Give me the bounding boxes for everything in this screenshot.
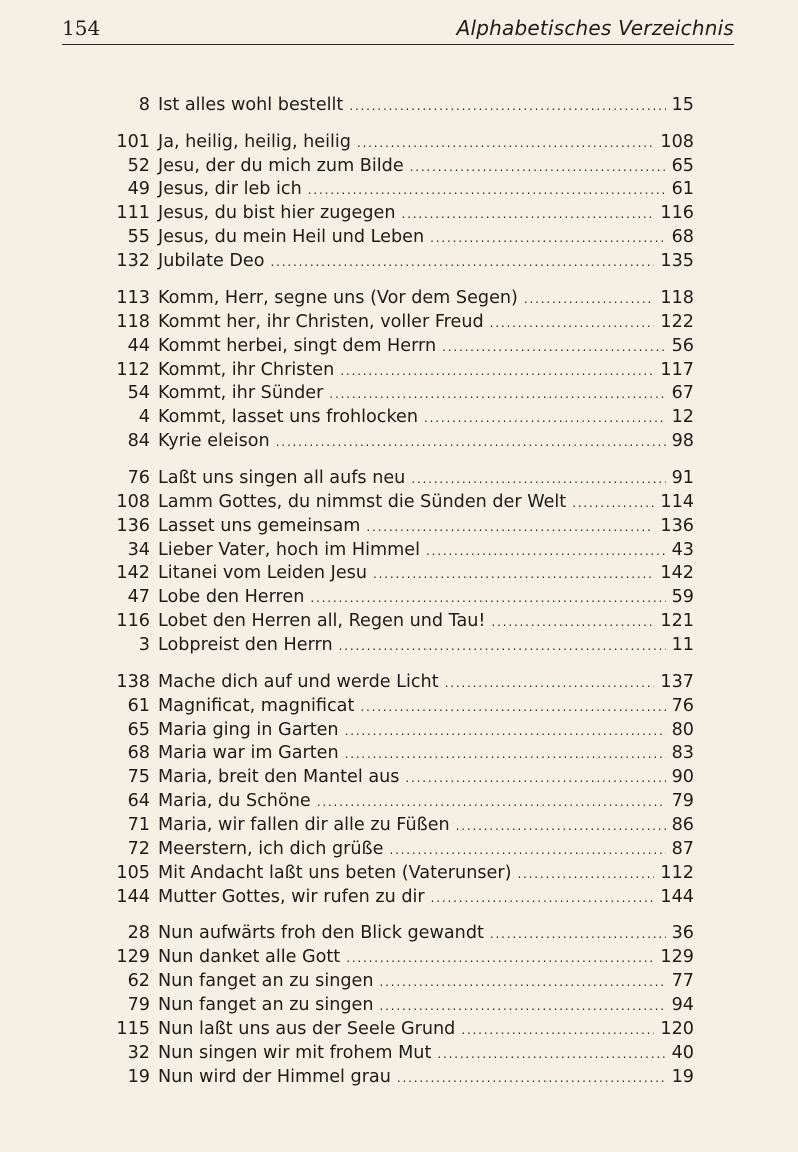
index-entry — [0, 1066, 798, 1090]
dot-leader — [345, 743, 666, 767]
entry-line — [158, 562, 694, 587]
song-title: Lasset uns gemeinsam — [158, 515, 361, 536]
entry-line — [158, 1066, 694, 1091]
entry-line — [158, 382, 694, 407]
song-number: 129 — [116, 947, 150, 968]
dot-leader — [349, 95, 665, 119]
index-entry — [0, 814, 798, 838]
index-entry — [0, 515, 798, 539]
index-entry — [0, 155, 798, 179]
page-reference: 144 — [660, 886, 694, 907]
page-reference: 76 — [671, 695, 694, 716]
song-title: Lobpreist den Herrn — [158, 635, 333, 656]
index-letter-group — [0, 287, 798, 454]
dot-leader — [345, 720, 666, 744]
index-entry — [0, 430, 798, 454]
index-entry — [0, 202, 798, 226]
entry-line — [158, 994, 694, 1019]
index-entry — [0, 586, 798, 610]
song-title: Jesus, du bist hier zugegen — [158, 203, 396, 224]
song-title: Lamm Gottes, du nimmst die Sünden der Welt — [158, 491, 567, 512]
page-reference: 79 — [671, 791, 694, 812]
page-reference: 59 — [671, 587, 694, 608]
entry-line — [158, 94, 694, 119]
index-entry — [0, 287, 798, 311]
song-title: Maria, wir fallen dir alle zu Füßen — [158, 815, 450, 836]
index-entry — [0, 178, 798, 202]
song-number: 54 — [127, 383, 150, 404]
entry-line — [158, 742, 694, 767]
index-letter-group — [0, 671, 798, 910]
index-entry — [0, 226, 798, 250]
index-entry — [0, 766, 798, 790]
page-reference: 117 — [660, 359, 694, 380]
song-title: Nun fanget an zu singen — [158, 971, 374, 992]
song-number: 68 — [127, 743, 150, 764]
page-reference: 56 — [671, 335, 694, 356]
page-reference: 129 — [660, 947, 694, 968]
song-title: Jesus, dir leb ich — [158, 179, 302, 200]
dot-leader — [524, 288, 654, 312]
page-reference: 65 — [671, 155, 694, 176]
entry-line — [158, 838, 694, 863]
dot-leader — [437, 1043, 665, 1067]
entry-line — [158, 430, 694, 455]
song-title: Mache dich auf und werde Licht — [158, 671, 439, 692]
song-title: Lobe den Herren — [158, 587, 305, 608]
dot-leader — [442, 336, 666, 360]
dot-leader — [317, 791, 666, 815]
song-number: 49 — [127, 179, 150, 200]
entry-line — [158, 335, 694, 360]
dot-leader — [389, 839, 665, 863]
page-reference: 136 — [660, 515, 694, 536]
index-letter-group — [0, 131, 798, 274]
song-number: 71 — [127, 815, 150, 836]
dot-leader — [373, 563, 654, 587]
entry-line — [158, 586, 694, 611]
entry-line — [158, 970, 694, 995]
song-title: Nun singen wir mit frohem Mut — [158, 1042, 432, 1063]
index-letter-group — [0, 467, 798, 658]
song-title: Laßt uns singen all aufs neu — [158, 467, 406, 488]
index-entry — [0, 838, 798, 862]
dot-leader — [445, 672, 655, 696]
dot-leader — [397, 1067, 666, 1091]
song-title: Jesu, der du mich zum Bilde — [158, 155, 404, 176]
entry-line — [158, 862, 694, 887]
song-number: 32 — [127, 1042, 150, 1063]
entry-line — [158, 922, 694, 947]
dot-leader — [308, 179, 666, 203]
index-entry — [0, 886, 798, 910]
page-reference: 86 — [671, 815, 694, 836]
song-title: Meerstern, ich dich grüße — [158, 839, 384, 860]
dot-leader — [491, 611, 654, 635]
entry-line — [158, 202, 694, 227]
song-title: Komm, Herr, segne uns (Vor dem Segen) — [158, 287, 518, 308]
page-reference: 43 — [671, 539, 694, 560]
song-title: Nun aufwärts froh den Blick gewandt — [158, 923, 484, 944]
song-title: Nun fanget an zu singen — [158, 995, 374, 1016]
song-number: 52 — [127, 155, 150, 176]
page-reference: 142 — [660, 563, 694, 584]
song-number: 65 — [127, 719, 150, 740]
page-reference: 90 — [671, 767, 694, 788]
song-title: Ist alles wohl bestellt — [158, 95, 344, 115]
index-entry — [0, 1018, 798, 1042]
entry-line — [158, 671, 694, 696]
index-entry — [0, 491, 798, 515]
entry-line — [158, 287, 694, 312]
index-entry — [0, 719, 798, 743]
entry-line — [158, 1018, 694, 1043]
entry-line — [158, 515, 694, 540]
song-number: 132 — [116, 251, 150, 272]
dot-leader — [517, 863, 654, 887]
page-reference: 83 — [671, 743, 694, 764]
entry-line — [158, 226, 694, 251]
index-entry — [0, 1042, 798, 1066]
dot-leader — [329, 383, 665, 407]
song-title: Lobet den Herren all, Regen und Tau! — [158, 611, 486, 632]
dot-leader — [461, 1019, 654, 1043]
page-reference: 67 — [671, 383, 694, 404]
song-number: 3 — [138, 635, 150, 656]
page-reference: 91 — [671, 467, 694, 488]
entry-line — [158, 406, 694, 431]
entry-line — [158, 1042, 694, 1067]
song-number: 111 — [116, 203, 150, 224]
song-number: 115 — [116, 1019, 150, 1040]
index-entry — [0, 359, 798, 383]
song-number: 61 — [127, 695, 150, 716]
page-reference: 80 — [671, 719, 694, 740]
index-entry — [0, 131, 798, 155]
song-title: Lieber Vater, hoch im Himmel — [158, 539, 420, 560]
entry-line — [158, 491, 694, 516]
index-entry — [0, 970, 798, 994]
song-number: 113 — [116, 287, 150, 308]
index-letter-group — [0, 922, 798, 1089]
index-entry — [0, 862, 798, 886]
dot-leader — [357, 132, 654, 156]
song-title: Kommt, lasset uns frohlocken — [158, 407, 418, 428]
page-reference: 19 — [671, 1066, 694, 1087]
entry-line — [158, 790, 694, 815]
dot-leader — [430, 227, 665, 251]
index-entry — [0, 562, 798, 586]
dot-leader — [340, 360, 654, 384]
song-number: 142 — [116, 563, 150, 584]
dot-leader — [276, 431, 666, 455]
page-reference: 15 — [671, 95, 694, 115]
page-reference: 108 — [660, 131, 694, 152]
index-entry — [0, 946, 798, 970]
song-title: Kommt, ihr Christen — [158, 359, 335, 380]
page-reference: 11 — [671, 635, 694, 656]
page-reference: 114 — [660, 491, 694, 512]
song-title: Kommt, ihr Sünder — [158, 383, 324, 404]
page-reference: 40 — [671, 1042, 694, 1063]
dot-leader — [380, 995, 666, 1019]
page-number: 154 — [62, 16, 101, 40]
page-reference: 112 — [660, 862, 694, 883]
song-number: 105 — [116, 862, 150, 883]
song-number: 28 — [127, 923, 150, 944]
dot-leader — [339, 635, 666, 659]
entry-line — [158, 946, 694, 971]
song-title: Magnificat, magnificat — [158, 695, 355, 716]
index-entry — [0, 742, 798, 766]
song-title: Ja, heilig, heilig, heilig — [158, 131, 351, 152]
dot-leader — [366, 516, 654, 540]
song-number: 34 — [127, 539, 150, 560]
entry-line — [158, 634, 694, 659]
page-header — [62, 14, 734, 45]
dot-leader — [426, 540, 666, 564]
page-reference: 68 — [671, 227, 694, 248]
song-number: 44 — [127, 335, 150, 356]
running-title: Alphabetisches Verzeichnis — [456, 16, 734, 40]
song-number: 8 — [138, 95, 150, 115]
dot-leader — [346, 947, 654, 971]
dot-leader — [431, 887, 655, 911]
song-number: 75 — [127, 767, 150, 788]
song-number: 76 — [127, 467, 150, 488]
alphabetical-index — [0, 94, 798, 1103]
dot-leader — [405, 767, 665, 791]
index-entry — [0, 311, 798, 335]
entry-line — [158, 178, 694, 203]
dot-leader — [310, 587, 665, 611]
song-number: 118 — [116, 311, 150, 332]
song-title: Jesus, du mein Heil und Leben — [158, 227, 425, 248]
song-title: Kommt her, ihr Christen, voller Freud — [158, 311, 484, 332]
dot-leader — [402, 203, 655, 227]
song-title: Nun danket alle Gott — [158, 947, 341, 968]
song-number: 55 — [127, 227, 150, 248]
song-title: Kyrie eleison — [158, 431, 270, 452]
entry-line — [158, 250, 694, 275]
entry-line — [158, 467, 694, 492]
song-number: 47 — [127, 587, 150, 608]
dot-leader — [456, 815, 666, 839]
song-number: 116 — [116, 611, 150, 632]
page-reference: 120 — [660, 1019, 694, 1040]
page-reference: 12 — [671, 407, 694, 428]
song-number: 62 — [127, 971, 150, 992]
song-title: Mit Andacht laßt uns beten (Vaterunser) — [158, 862, 512, 883]
song-number: 64 — [127, 791, 150, 812]
page-reference: 137 — [660, 671, 694, 692]
index-entry — [0, 994, 798, 1018]
index-entry — [0, 94, 798, 118]
page-reference: 122 — [660, 311, 694, 332]
entry-line — [158, 814, 694, 839]
entry-line — [158, 359, 694, 384]
index-entry — [0, 634, 798, 658]
page-reference: 61 — [671, 179, 694, 200]
index-entry — [0, 671, 798, 695]
index-entry — [0, 790, 798, 814]
song-title: Nun laßt uns aus der Seele Grund — [158, 1019, 456, 1040]
song-title: Maria, breit den Mantel aus — [158, 767, 400, 788]
page-reference: 87 — [671, 839, 694, 860]
page-reference: 135 — [660, 251, 694, 272]
dot-leader — [271, 251, 655, 275]
entry-line — [158, 719, 694, 744]
index-entry — [0, 695, 798, 719]
song-number: 108 — [116, 491, 150, 512]
dot-leader — [380, 971, 666, 995]
page-reference: 36 — [671, 923, 694, 944]
song-number: 138 — [116, 671, 150, 692]
index-letter-group — [0, 94, 798, 118]
song-title: Litanei vom Leiden Jesu — [158, 563, 368, 584]
song-title: Maria, du Schöne — [158, 791, 311, 812]
entry-line — [158, 695, 694, 720]
song-number: 112 — [116, 359, 150, 380]
page-reference: 121 — [660, 611, 694, 632]
index-entry — [0, 335, 798, 359]
entry-line — [158, 311, 694, 336]
song-number: 72 — [127, 839, 150, 860]
dot-leader — [490, 312, 655, 336]
entry-line — [158, 539, 694, 564]
song-number: 144 — [116, 886, 150, 907]
song-number: 101 — [116, 131, 150, 152]
entry-line — [158, 131, 694, 156]
song-number: 19 — [127, 1066, 150, 1087]
song-title: Mutter Gottes, wir rufen zu dir — [158, 886, 425, 907]
song-title: Maria ging in Garten — [158, 719, 339, 740]
entry-line — [158, 766, 694, 791]
page-reference: 118 — [660, 287, 694, 308]
song-number: 136 — [116, 515, 150, 536]
index-entry — [0, 382, 798, 406]
dot-leader — [411, 468, 665, 492]
dot-leader — [424, 407, 666, 431]
dot-leader — [572, 492, 654, 516]
entry-line — [158, 155, 694, 180]
dot-leader — [360, 696, 665, 720]
song-number: 84 — [127, 431, 150, 452]
song-number: 79 — [127, 995, 150, 1016]
index-entry — [0, 539, 798, 563]
song-title: Nun wird der Himmel grau — [158, 1066, 391, 1087]
song-number: 4 — [138, 407, 150, 428]
entry-line — [158, 610, 694, 635]
page-reference: 94 — [671, 995, 694, 1016]
index-entry — [0, 250, 798, 274]
index-entry — [0, 467, 798, 491]
song-title: Jubilate Deo — [158, 251, 265, 272]
song-title: Kommt herbei, singt dem Herrn — [158, 335, 437, 356]
index-entry — [0, 610, 798, 634]
page-reference: 98 — [671, 431, 694, 452]
page-reference: 116 — [660, 203, 694, 224]
entry-line — [158, 886, 694, 911]
dot-leader — [410, 156, 666, 180]
index-entry — [0, 922, 798, 946]
index-entry — [0, 406, 798, 430]
dot-leader — [490, 923, 666, 947]
song-title: Maria war im Garten — [158, 743, 339, 764]
page-reference: 77 — [671, 971, 694, 992]
